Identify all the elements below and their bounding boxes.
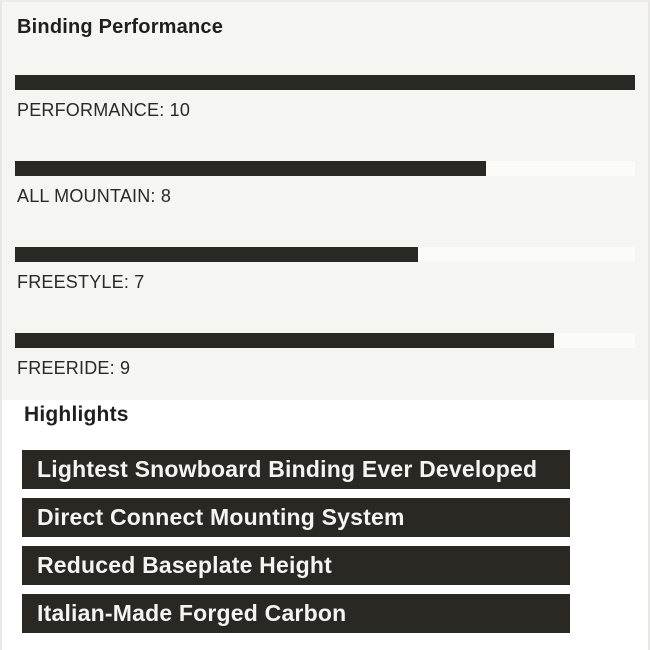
rating-bar-track (15, 75, 635, 90)
highlights-title: Highlights (24, 403, 129, 426)
rating-row-performance (15, 75, 635, 120)
binding-performance-title: Binding Performance (17, 16, 224, 38)
binding-performance-section (2, 2, 648, 400)
rating-row-freeride (15, 333, 635, 378)
highlights-list (22, 450, 570, 633)
highlight-item-label: Direct Connect Mounting System (37, 504, 405, 530)
highlight-item (22, 546, 570, 585)
rating-bar-fill (15, 333, 554, 348)
highlight-item (22, 450, 570, 489)
rating-bar-fill (15, 247, 418, 262)
rating-bar-fill (15, 75, 635, 90)
rating-bar-track (15, 247, 635, 262)
rating-row-all-mountain (15, 161, 635, 206)
rating-label-all-mountain: ALL MOUNTAIN: 8 (17, 186, 172, 206)
highlight-item-label: Italian-Made Forged Carbon (37, 600, 347, 626)
highlight-item (22, 498, 570, 537)
rating-label-freeride: FREERIDE: 9 (17, 358, 131, 378)
highlight-item (22, 594, 570, 633)
rating-label-performance: PERFORMANCE: 10 (17, 100, 191, 120)
rating-bar-track (15, 333, 635, 348)
highlights-section (2, 400, 648, 633)
rating-bar-fill (15, 161, 486, 176)
rating-bar-track (15, 161, 635, 176)
rating-row-freestyle (15, 247, 635, 292)
highlight-item-label: Lightest Snowboard Binding Ever Developed (37, 456, 538, 482)
highlight-item-label: Reduced Baseplate Height (37, 552, 332, 578)
rating-label-freestyle: FREESTYLE: 7 (17, 272, 145, 292)
